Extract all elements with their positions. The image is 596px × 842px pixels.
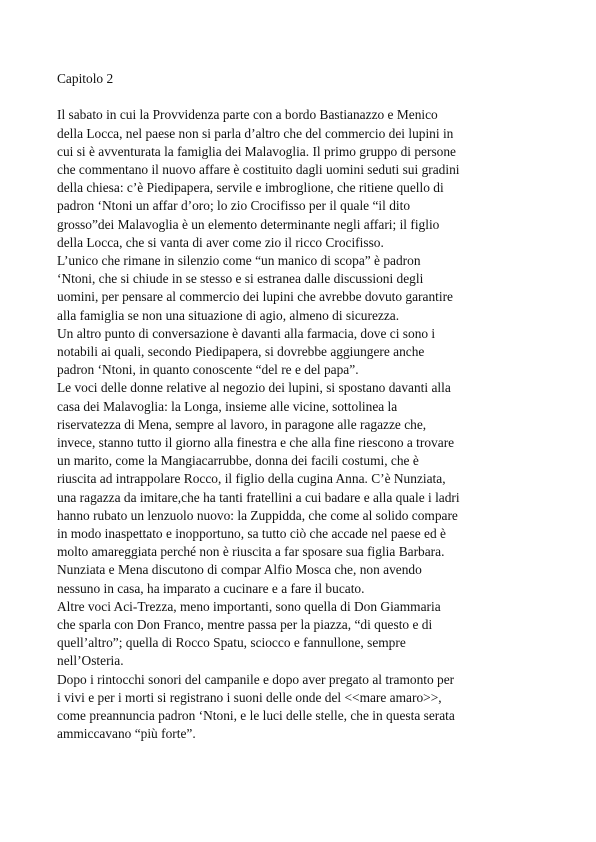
text-line: padron ‘Ntoni un affar d’oro; lo zio Crocifisso per il quale “il dito bbox=[57, 198, 411, 214]
text-line: notabili ai quali, secondo Piedipapera, si dovrebbe aggiungere anche bbox=[57, 344, 425, 360]
text-line: alla famiglia se non una situazione di agio, almeno di sicurezza. bbox=[57, 307, 400, 323]
document-page bbox=[57, 70, 542, 744]
text-line: ‘Ntoni, che si chiude in se stesso e si estranea dalle discussioni degli bbox=[57, 271, 424, 287]
text-line: della chiesa: c’è Piedipapera, servile e imbroglione, che ritiene quello di bbox=[57, 180, 444, 196]
text-line: una ragazza da imitare,che ha tanti fratellini a cui badare e alla quale i ladri bbox=[57, 489, 460, 505]
text-line: invece, stanno tutto il giorno alla finestra e che alla fine riescono a trovare bbox=[57, 435, 455, 451]
text-line: padron ‘Ntoni, in quanto conoscente “del re e del papa”. bbox=[57, 362, 359, 378]
text-line: un marito, come la Mangiacarrubbe, donna dei facili costumi, che è bbox=[57, 453, 419, 469]
text-line: riuscita ad intrappolare Rocco, il figlio della cugina Anna. C’è Nunziata, bbox=[57, 471, 446, 487]
text-line: Le voci delle donne relative al negozio dei lupini, si spostano davanti alla bbox=[57, 380, 451, 396]
text-line: come preannuncia padron ‘Ntoni, e le luci delle stelle, che in questa serata bbox=[57, 708, 455, 724]
paragraph bbox=[57, 379, 542, 597]
paragraph bbox=[57, 252, 542, 325]
text-line: i vivi e per i morti si registrano i suoni delle onde del <<mare amaro>>, bbox=[57, 689, 442, 705]
chapter-title: Capitolo 2 bbox=[57, 71, 114, 86]
text-line: nell’Osteria. bbox=[57, 653, 124, 669]
text-line: riservatezza di Mena, sempre al lavoro, in paragone alle ragazze che, bbox=[57, 416, 427, 432]
text-line: della Locca, che si vanta di aver come zio il ricco Crocifisso. bbox=[57, 234, 384, 250]
text-line: Altre voci Aci-Trezza, meno importanti, sono quella di Don Giammaria bbox=[57, 598, 441, 614]
text-line: che sparla con Don Franco, mentre passa per la piazza, “di questo e di bbox=[57, 617, 433, 633]
paragraph bbox=[57, 671, 542, 744]
text-line: nessuno in casa, ha imparato a cucinare e a fare il bucato. bbox=[57, 580, 365, 596]
text-line: Il sabato in cui la Provvidenza parte con a bordo Bastianazzo e Menico bbox=[57, 107, 438, 123]
paragraph bbox=[57, 325, 542, 380]
text-line: grosso”dei Malavoglia è un elemento determinante negli affari; il figlio bbox=[57, 216, 440, 232]
text-line: in modo inaspettato e inopportuno, sa tutto ciò che accade nel paese ed è bbox=[57, 526, 446, 542]
text-line: casa dei Malavoglia: la Longa, insieme alle vicine, sottolinea la bbox=[57, 398, 398, 414]
text-line: Nunziata e Mena discutono di compar Alfio Mosca che, non avendo bbox=[57, 562, 422, 578]
text-line: della Locca, nel paese non si parla d’altro che del commercio dei lupini in bbox=[57, 125, 454, 141]
text-line: uomini, per pensare al commercio dei lupini che avrebbe dovuto garantire bbox=[57, 289, 453, 305]
paragraph bbox=[57, 106, 542, 252]
text-line: che commentano il nuovo affare è costituito dagli uomini seduti sui gradini bbox=[57, 162, 460, 177]
text-line: quell’altro”; quella di Rocco Spatu, sciocco e fannullone, sempre bbox=[57, 635, 406, 651]
document-body bbox=[57, 106, 542, 743]
text-line: hanno rubato un lenzuolo nuovo: la Zuppidda, che come al solido compare bbox=[57, 507, 458, 523]
text-line: L’unico che rimane in silenzio come “un manico di scopa” è padron bbox=[57, 253, 421, 269]
text-line: Un altro punto di conversazione è davanti alla farmacia, dove ci sono i bbox=[57, 325, 436, 341]
paragraph bbox=[57, 598, 542, 671]
text-line: ammiccavano “più forte”. bbox=[57, 726, 196, 742]
text-line: molto amareggiata perché non è riuscita a far sposare sua figlia Barbara. bbox=[57, 544, 445, 560]
text-line: Dopo i rintocchi sonori del campanile e dopo aver pregato al tramonto per bbox=[57, 671, 455, 687]
text-line: cui si è avventurata la famiglia dei Malavoglia. Il primo gruppo di persone bbox=[57, 143, 456, 159]
